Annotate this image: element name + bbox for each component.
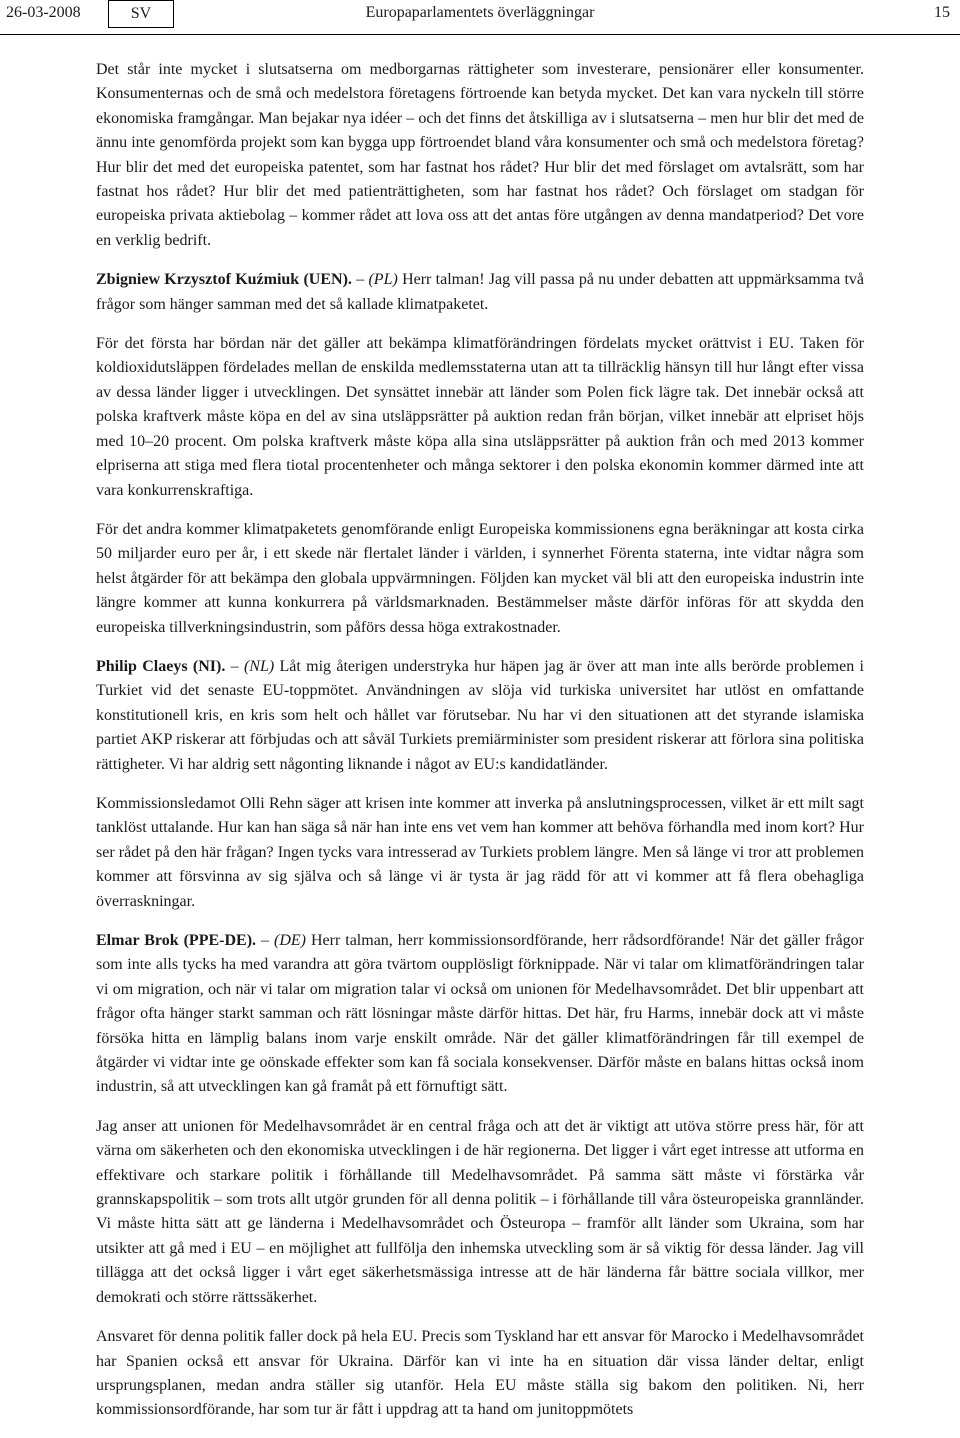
paragraph bbox=[96, 58, 864, 253]
speaker-dash: – bbox=[351, 271, 369, 289]
paragraph-text: Ansvaret för denna politik faller dock på hela EU. Precis som Tyskland har ett ansvar för Marocko i Medelhavsområdet har Spanien också ett ansvar för Ukraina. Därför kan vi inte ha en situation där vissa länder deltar, enligt ursprungsplanen, medan andra ställer sig utanför. Hela EU måste ställa sig bakom den politiken. Ni, herr kommissionsordförande, har som tur är fått i uppdrag att ta hand om junitoppmötets bbox=[96, 1328, 864, 1419]
speaker-name: Philip Claeys (NI). bbox=[96, 657, 226, 675]
paragraph bbox=[96, 332, 864, 503]
paragraph-text: Herr talman! Jag vill passa på nu under debatten att uppmärksamma två frågor som hänger samman med det så kallade klimatpaketet. bbox=[96, 271, 865, 313]
page-header bbox=[0, 0, 960, 35]
paragraph-text: Herr talman, herr kommissionsordförande, herr rådsordförande! När det gäller frågor som inte alls tycks ha med varandra att göra tvärtom oupplösligt förknippade. När vi talar om klimatförändringen talar vi om migration, och när vi talar om migration talar vi också om unionen för Medelhavsområdet. Det blir uppenbart att frågor ofta hänger starkt samman och rätt lösningar måste därför hittas. Det här, fru Harms, innebär dock att vi måste försöka hitta en lämplig balans inom varje enskilt område. När det gäller klimatförändringen får till exempel de åtgärder vi vidtar inte ge oönskade effekter som kan få sociala konsekvenser. Därför måste en balans hittas också inom industrin, så att utvecklingen kan gå framåt på ett förnuftigt sätt. bbox=[96, 932, 864, 1096]
language-badge: SV bbox=[108, 0, 174, 28]
speaker-language: (DE) bbox=[274, 932, 306, 949]
paragraph bbox=[96, 1115, 864, 1310]
paragraph-text: Det står inte mycket i slutsatserna om medborgarnas rättigheter som investerare, pensionärer eller konsumenter. Konsumenternas och de små och medelstora företagens förtroende kan betyda mycket. Det kan vara nyckeln till större ekonomiska framgångar. Man bejakar nya idéer – och det finns det åtskilliga av i slutsatserna – men hur blir det med de ännu inte genomförda projekt som kan bygga upp förtroendet bland våra konsumenter och små och medelstora företag? Hur blir det med det europeiska patentet, som har fastnat hos rådet? Hur blir det med förslaget om avtalsrätt, som har fastnat hos rådet? Hur blir det med patienträttigheten, som har fastnat hos rådet? Och förslaget om stadgan för europeiska privata aktiebolag – kommer rådet att lova oss att det antas före utgången av denna mandatperiod? Det vore en verklig bedrift. bbox=[96, 61, 864, 249]
paragraph bbox=[96, 1325, 864, 1423]
page-number: 15 bbox=[934, 4, 950, 21]
speaker-language: (NL) bbox=[243, 657, 275, 675]
paragraph-text: Jag anser att unionen för Medelhavsområdet är en central fråga och att det är viktigt att utöva större press här, för att värna om säkerheten och den ekonomiska utvecklingen i de här regionerna. Det ligger i vårt eget intresse att utforma en effektivare och starkare politik i förhållande till Medelhavsområdet. På samma sätt måste vi förstärka vår grannskapspolitik – som trots allt utgör grunden för all denna politik – i förhållande till våra östeuropeiska grannländer. Vi måste hitta sätt att ge länderna i Medelhavsområdet och Östeuropa – framför allt länder som Ukraina, som har utsikter att gå med i EU – en möjlighet att fullfölja den inhemska utveckling som är så viktig för dessa länder. Jag vill tillägga att det också ligger i vårt eget säkerhetsmässiga intresse att de här länderna får bättre sociala villkor, mer demokrati och större rättssäkerhet. bbox=[96, 1117, 864, 1306]
header-title: Europaparlamentets överläggningar bbox=[365, 4, 595, 21]
paragraph-text: Låt mig återigen understryka hur häpen jag är över att man inte alls berörde problemen i Turkiet vid det senaste EU-toppmötet. Användningen av slöja vid turkiska universitet har utlöst en omfattande konstitutionell kris, en kris som helt och hållet var förutsebar. Nu har vi den situationen att det styrande islamiska partiet AKP riskerar att förbjudas och att såväl Turkiets premiärminister som president riskerar att förlora sina politiska rättigheter. Vi har aldrig sett någonting liknande i något av EU:s kandidatländer. bbox=[96, 657, 864, 773]
header-date: 26-03-2008 bbox=[6, 4, 81, 21]
speaker-name: Zbigniew Krzysztof Kuźmiuk (UEN). bbox=[96, 271, 352, 289]
paragraph bbox=[96, 792, 864, 914]
speaker-dash: – bbox=[256, 932, 274, 949]
speaker-language: (PL) bbox=[368, 271, 398, 289]
speech-paragraph bbox=[96, 929, 864, 1100]
speaker-dash: – bbox=[225, 657, 244, 675]
paragraph-text: Kommissionsledamot Olli Rehn säger att krisen inte kommer att inverka på anslutningsprocessen, vilket är ett milt sagt tanklöst uttalande. Hur kan han säga så när han inte ens vet vem han kommer att behöva förhandla med inom kort? Hur ser rådet på den här frågan? Ingen tycks vara intresserad av Turkiets problem längre. Men så länge vi tror att problemen kommer att försvinna av sig själva och så länge vi är tysta är jag rädd för att vi kommer att få flera obehagliga överraskningar. bbox=[96, 794, 864, 910]
speaker-name: Elmar Brok (PPE-DE). bbox=[96, 932, 257, 949]
paragraph-text: För det första har bördan när det gäller att bekämpa klimatförändringen fördelats mycket orättvist i EU. Taken för koldioxidutsläppen fördelades mellan de enskilda medlemsstaterna utan att ta tillräcklig hänsyn till hur långt efter vissa av dessa länder ligger i utvecklingen. Det synsättet innebär att länder som Polen fick lägre tak. Det innebär också att polska kraftverk måste köpa en del av sina utsläppsrätter på auktion redan från början, vilket innebär att elpriset höjs med 10–20 procent. Om polska kraftverk måste köpa alla sina utsläppsrätter på auktion från och med 2013 kommer elpriserna att stiga med flera tiotal procentenheter och många sektorer i den polska ekonomin kommer därmed inte att vara konkurrenskraftiga. bbox=[96, 335, 864, 499]
debate-text bbox=[96, 58, 864, 1438]
paragraph bbox=[96, 518, 864, 640]
speech-paragraph bbox=[96, 655, 864, 777]
paragraph-text: För det andra kommer klimatpaketets genomförande enligt Europeiska kommissionens egna beräkningar att kosta cirka 50 miljarder euro per år, i ett skede när flertalet länder i världen, i synnerhet Förenta staterna, inte vidtar några som helst åtgärder för att bekämpa den globala uppvärmningen. Följden kan mycket väl bli att den europeiska industrin inte längre kommer att kunna konkurrera på världsmarknaden. Bestämmelser måste därför införas för att skydda den europeiska tillverkningsindustrin, som påförs dessa höga extrakostnader. bbox=[96, 520, 864, 636]
speech-paragraph bbox=[96, 268, 864, 317]
